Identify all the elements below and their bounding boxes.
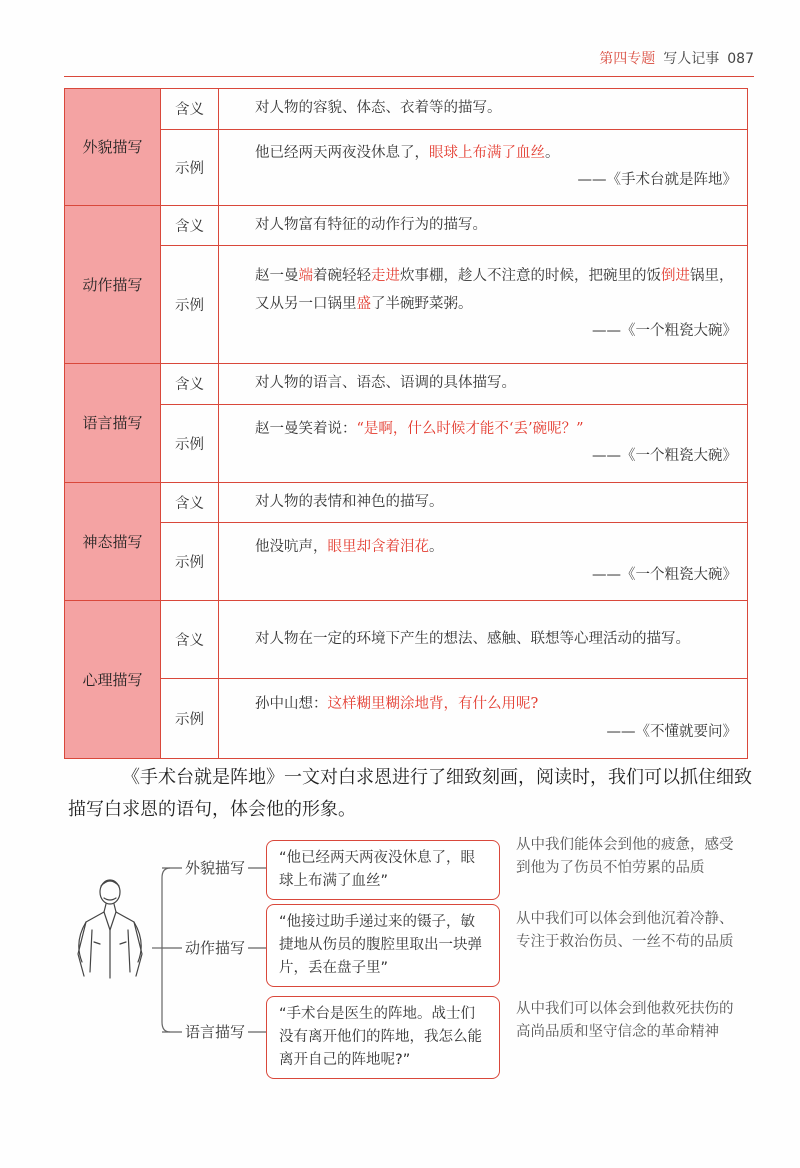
example-label: 示例 [161,129,219,205]
example-highlight: 盛 [356,295,371,312]
category-cell: 语言描写 [65,364,161,483]
example-label: 示例 [161,679,219,759]
header-unit: 写人记事 [663,51,720,67]
meaning-label: 含义 [161,89,219,130]
citation: ——《一个粗瓷大碗》 [592,566,737,583]
header-topic: 第四专题 [599,51,656,67]
category-cell: 心理描写 [65,601,161,759]
example-text: 他已经两天两夜没休息了， [255,144,429,161]
page-header [599,48,754,68]
meaning-text: 对人物在一定的环境下产生的想法、感触、联想等心理活动的描写。 [219,601,748,679]
quote-box-appearance: “他已经两天两夜没休息了，眼球上布满了血丝” [266,840,500,900]
branch-label-language: 语言描写 [182,1021,248,1042]
example-text: 赵一曼笑着说： [255,420,357,437]
category-cell: 神态描写 [65,482,161,601]
example-segment: 着碗轻轻 [313,268,371,285]
category-cell: 动作描写 [65,205,161,364]
example-highlight: “是啊，什么时候才能不‘丢’碗呢？” [356,420,584,437]
example-label: 示例 [161,246,219,364]
meaning-text: 对人物的语言、语态、语调的具体描写。 [219,364,748,405]
example-cell [219,246,748,364]
branch-label-appearance: 外貌描写 [182,857,248,878]
example-highlight: 端 [298,268,313,285]
page-number: 087 [727,51,754,67]
citation: ——《一个粗瓷大碗》 [592,323,737,340]
example-highlight: 眼里却含着泪花 [327,539,429,556]
example-segment: 锅里，又从另一口锅里 [255,268,734,312]
body-paragraph: 《手术台就是阵地》一文对白求恩进行了细致刻画，阅读时，我们可以抓住细致描写白求恩的语句，体会他的形象。 [68,767,752,820]
example-text: 孙中山想： [255,696,328,713]
quote-box-language: “手术台是医生的阵地。战士们没有离开他们的阵地，我怎么能离开自己的阵地呢?” [266,996,500,1079]
example-end: 。 [429,539,444,556]
meaning-label: 含义 [161,601,219,679]
description-methods-table [64,88,748,759]
example-cell [219,129,748,205]
analysis-diagram [64,832,764,1092]
meaning-text: 对人物的容貌、体态、衣着等的描写。 [219,89,748,130]
example-cell [219,404,748,482]
example-highlight: 走进 [371,268,400,285]
meaning-label: 含义 [161,364,219,405]
example-segment: 了半碗野菜粥。 [371,295,473,312]
meaning-text: 对人物的表情和神色的描写。 [219,482,748,523]
citation: ——《不懂就要问》 [606,723,737,740]
insight-note-appearance: 从中我们能体会到他的疲惫，感受到他为了伤员不怕劳累的品质 [516,837,734,876]
example-cell [219,679,748,759]
example-text: 他没吭声， [255,539,328,556]
citation: ——《一个粗瓷大碗》 [592,448,737,465]
example-highlight: 眼球上布满了血丝 [429,144,545,161]
meaning-label: 含义 [161,482,219,523]
example-cell [219,523,748,601]
example-highlight: 倒进 [661,268,690,285]
example-label: 示例 [161,523,219,601]
branch-label-action: 动作描写 [182,937,248,958]
example-segment: 炊事棚，趁人不注意的时候，把碗里的饭 [400,268,661,285]
header-divider [64,76,754,77]
citation: ——《手术台就是阵地》 [577,172,737,189]
insight-note-action: 从中我们可以体会到他沉着冷静、专注于救治伤员、一丝不苟的品质 [516,911,734,950]
example-highlight: 这样糊里糊涂地背，有什么用呢? [327,696,539,713]
quote-box-action: “他接过助手递过来的镊子，敏捷地从伤员的腹腔里取出一块弹片，丢在盘子里” [266,904,500,987]
meaning-text: 对人物富有特征的动作行为的描写。 [219,205,748,246]
example-segment: 赵一曼 [255,268,299,285]
example-end: 。 [545,144,560,161]
example-label: 示例 [161,404,219,482]
meaning-label: 含义 [161,205,219,246]
category-cell: 外貌描写 [65,89,161,206]
insight-note-language: 从中我们可以体会到他救死扶伤的高尚品质和坚守信念的革命精神 [516,1001,734,1040]
bethune-illustration [64,872,156,982]
